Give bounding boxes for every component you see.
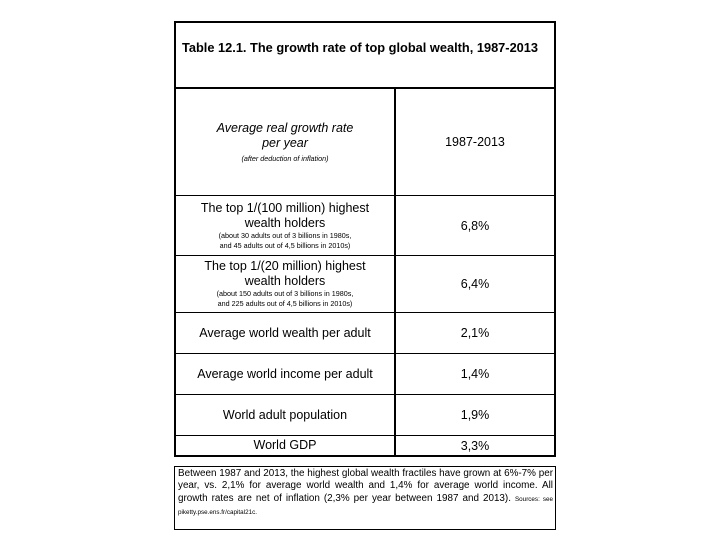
- row-label-line2: wealth holders: [244, 274, 326, 288]
- table-row: [176, 196, 554, 256]
- row-note-line1: (about 30 adults out of 3 billions in 1980s,: [218, 230, 352, 240]
- row-value-cell: [396, 256, 554, 312]
- row-value: 1,9%: [460, 408, 490, 422]
- table-row: [176, 313, 554, 354]
- table-row: [176, 395, 554, 436]
- row-label-line1: The top 1/(100 million) highest: [200, 200, 370, 215]
- row-value-cell: [396, 313, 554, 353]
- row-note-line1: (about 150 adults out of 3 billions in 1980s,: [216, 289, 354, 298]
- row-label-cell: [176, 256, 396, 312]
- row-label-cell: [176, 313, 396, 353]
- header-label-line1: Average real growth rate: [216, 121, 354, 135]
- row-note-line2: and 45 adults out of 4,5 billions in 2010s): [219, 240, 351, 250]
- table-row: [176, 436, 554, 455]
- row-label-line2: wealth holders: [244, 215, 326, 230]
- row-value-cell: [396, 354, 554, 394]
- row-label: Average world income per adult: [197, 366, 373, 381]
- row-note-line2: and 225 adults out of 4,5 billions in 2010s): [217, 299, 353, 308]
- footnote-sources: Sources: see piketty.pse.ens.fr/capital21c.: [178, 495, 553, 516]
- header-period-cell: [396, 89, 554, 195]
- footnote-text: Between 1987 and 2013, the highest global wealth fractiles have grown at 6%-7% per year, vs. 2,1% for average world wealth and 1,4% for average world income. All growth rates are net of inflation (2,3% per year between 1987 and 2013).: [178, 468, 553, 504]
- row-label: World GDP: [253, 438, 317, 452]
- row-value: 6,4%: [460, 277, 490, 291]
- growth-rate-table: [174, 21, 556, 457]
- header-label-cell: [176, 89, 396, 195]
- row-value-cell: [396, 395, 554, 435]
- table-row: [176, 354, 554, 395]
- table-title-row: [176, 23, 554, 89]
- header-label-line2: per year: [262, 136, 308, 150]
- row-label-cell: [176, 395, 396, 435]
- row-label-cell: [176, 354, 396, 394]
- table-header-row: [176, 89, 554, 196]
- row-value: 3,3%: [460, 438, 490, 453]
- row-value-cell: [396, 196, 554, 255]
- row-value: 1,4%: [460, 367, 490, 381]
- row-label: World adult population: [222, 407, 348, 422]
- row-label: Average world wealth per adult: [199, 325, 371, 340]
- row-value-cell: [396, 436, 554, 455]
- table-title: Table 12.1. The growth rate of top global wealth, 1987-2013: [182, 40, 539, 55]
- header-period: 1987-2013: [445, 135, 505, 149]
- header-label-note: (after deduction of inflation): [241, 154, 329, 163]
- row-label-cell: [176, 436, 396, 455]
- row-value: 2,1%: [460, 326, 490, 340]
- row-label-line1: The top 1/(20 million) highest: [204, 259, 366, 273]
- table-footnote: [174, 466, 556, 530]
- table-row: [176, 256, 554, 313]
- row-label-cell: [176, 196, 396, 255]
- row-value: 6,8%: [460, 218, 490, 233]
